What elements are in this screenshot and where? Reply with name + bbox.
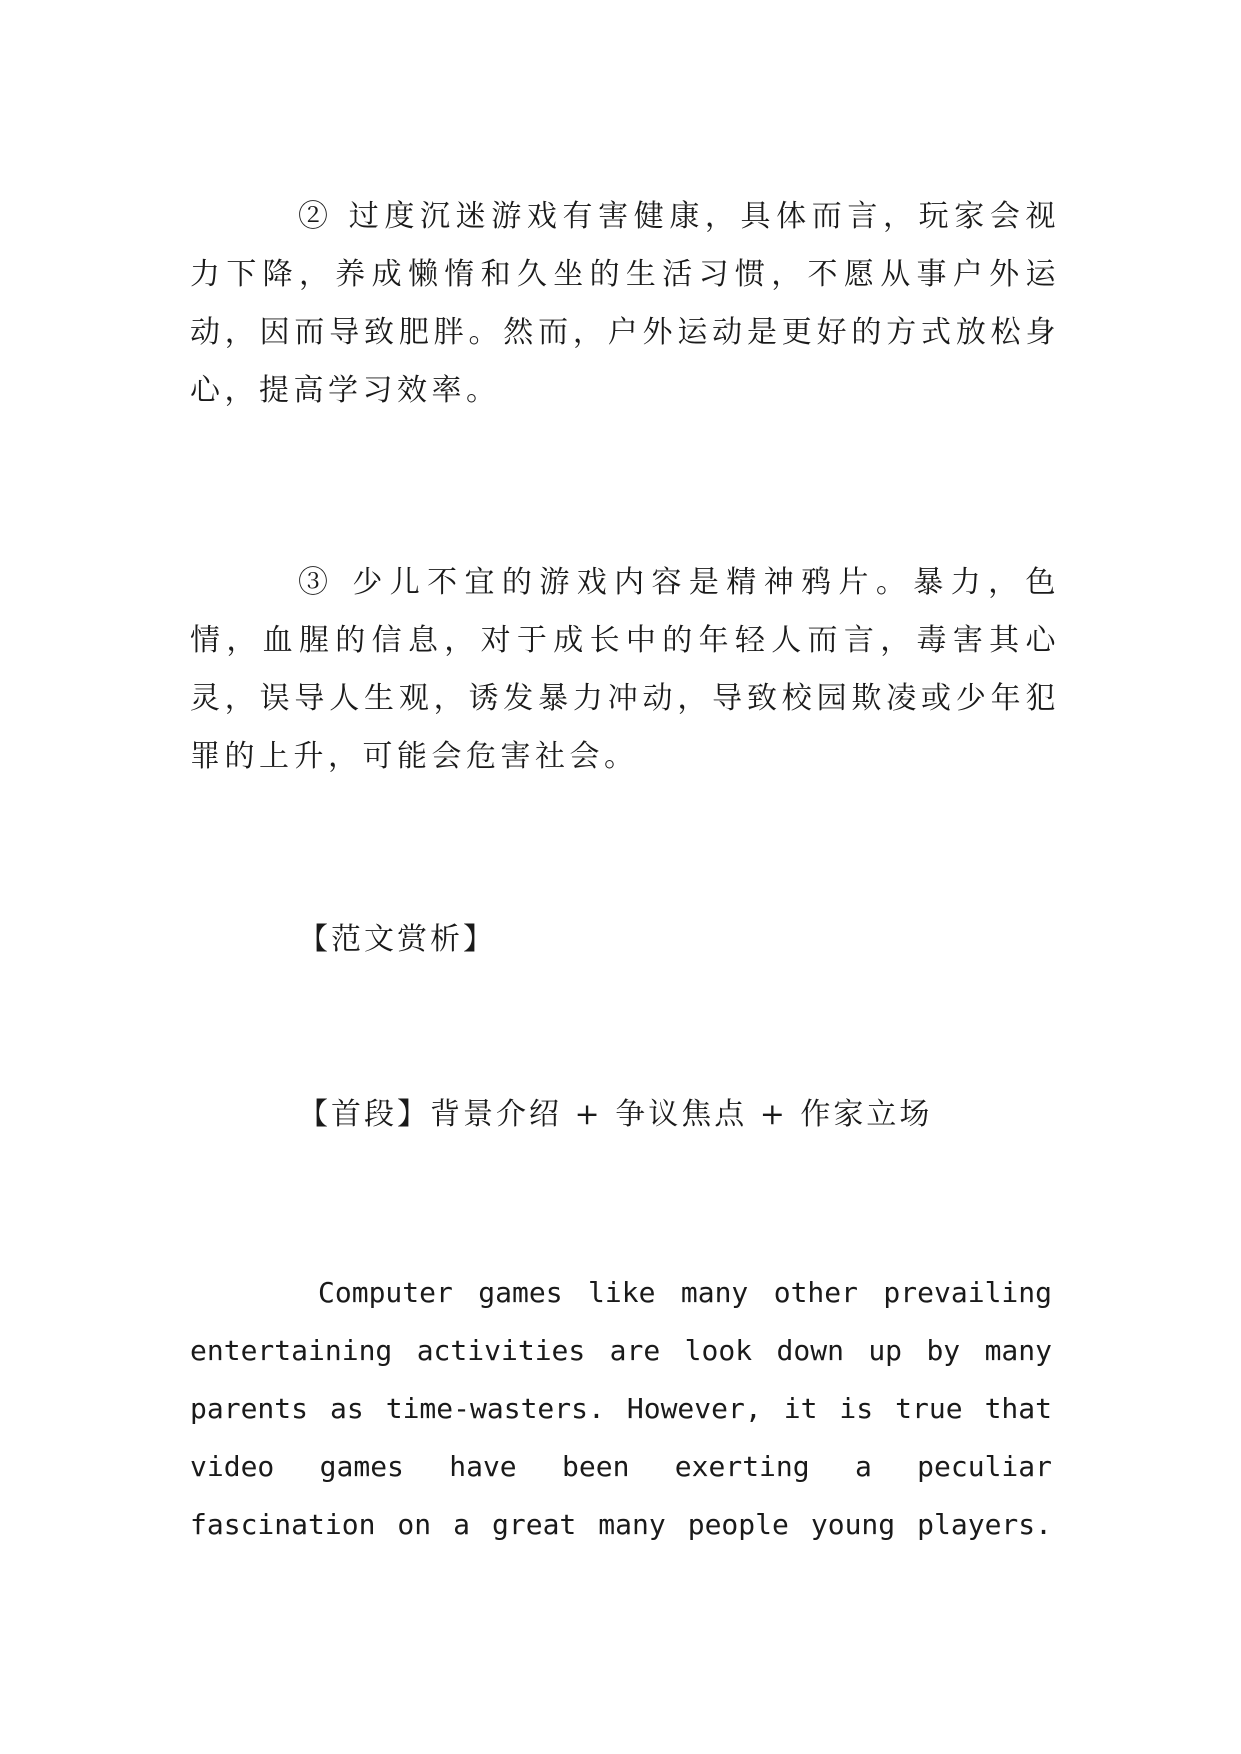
paragraph-inappropriate-content: ③ 少儿不宜的游戏内容是精神鸦片。暴力，色情，血腥的信息，对于成长中的年轻人而言，毒害其心灵，误导人生观，诱发暴力冲动，导致校园欺凌或少年犯罪的上升，可能会危害社会。 bbox=[190, 565, 1060, 774]
heading-model-essay-analysis: 【范文赏析】 bbox=[298, 922, 496, 957]
paragraph-english-intro: Computer games like many other prevailing entertaining activities are look down up by many parents as time-wasters. However, it is true that video games have been exerting a peculiar fascination on a great many people young players. bbox=[190, 1276, 1052, 1541]
paragraph-health-harm: ② 过度沉迷游戏有害健康，具体而言，玩家会视力下降，养成懒惰和久坐的生活习惯，不愿从事户外运动，因而导致肥胖。然而，户外运动是更好的方式放松身心，提高学习效率。 bbox=[190, 199, 1060, 408]
heading-first-paragraph: 【首段】背景介绍 + 争议焦点 + 作家立场 bbox=[298, 1097, 933, 1132]
